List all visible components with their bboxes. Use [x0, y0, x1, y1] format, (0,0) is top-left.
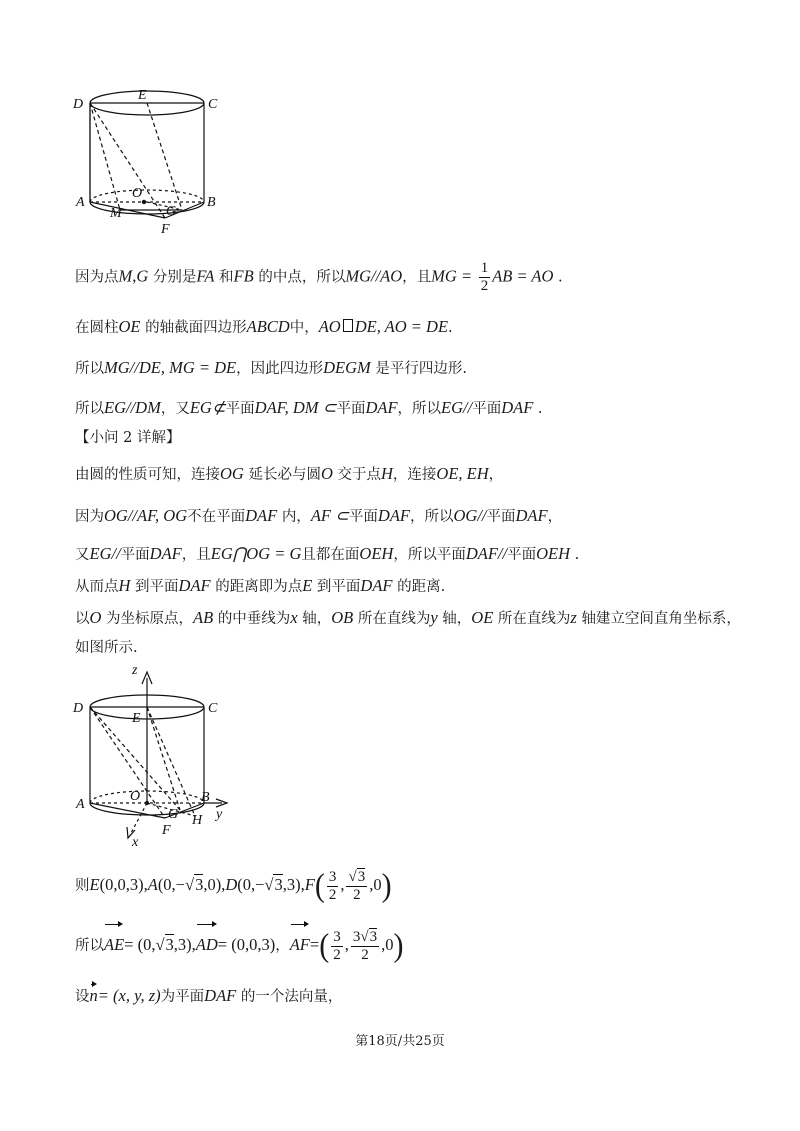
math: ABCD [246, 317, 290, 336]
text: 且都在面 [301, 547, 360, 563]
comma: , [344, 935, 349, 954]
math: = (0, [124, 935, 156, 954]
text: 由圆的性质可知，连接 [75, 467, 220, 483]
label-F: F [161, 222, 170, 237]
math: D [225, 875, 238, 894]
math: DAF [515, 506, 548, 525]
text: 平面 [225, 401, 255, 417]
text: 又 [75, 547, 90, 563]
text-line-8 [75, 543, 579, 566]
math: MG = [431, 266, 473, 286]
denominator: 2 [353, 886, 361, 903]
math: OG//AF, OG [104, 506, 188, 525]
text: 平面 [486, 509, 516, 525]
math: A [147, 875, 158, 894]
text: 在圆柱 [75, 320, 119, 336]
text: 不在平面 [187, 509, 246, 525]
math: (0,− [157, 875, 185, 894]
math: O [320, 464, 333, 483]
text-line-3 [75, 357, 467, 380]
right-paren: ) [393, 927, 404, 964]
math: DAF [365, 398, 398, 417]
text: 平面 [120, 547, 150, 563]
math: DAF [377, 506, 410, 525]
label-F: F [162, 823, 171, 838]
label-z: z [132, 663, 138, 678]
math: EG⊄ [189, 398, 226, 417]
math: OB [331, 608, 354, 627]
text: 所在直线为 [357, 611, 431, 627]
math: AF ⊂ [310, 506, 349, 525]
math: E [302, 576, 313, 595]
text: 的距离即为点 [215, 579, 303, 595]
label-B: B [201, 790, 210, 805]
label-x: x [132, 835, 139, 850]
math: y [430, 608, 438, 627]
math: , [132, 266, 137, 286]
text-line-7 [75, 505, 562, 528]
math: DAF [178, 576, 211, 595]
text: ，所以平面 [393, 547, 466, 563]
math: ,3), [173, 935, 196, 954]
math: MG//DE, MG = DE [104, 358, 237, 377]
text: ， [547, 509, 563, 525]
numerator [351, 929, 379, 947]
text: 则 [75, 878, 90, 894]
text: 内， [281, 509, 311, 525]
radicand: 3 [357, 868, 366, 885]
text: 轴， [302, 611, 332, 627]
math: 3 [274, 875, 283, 894]
math: ,0), [203, 875, 226, 894]
math: OE, EH [436, 464, 489, 483]
label-E: E [138, 88, 147, 103]
math: DAF [149, 544, 182, 563]
text: 轴建立空间直角坐标系， [581, 611, 741, 627]
right-paren: ) [381, 867, 392, 904]
numerator: 3 [333, 928, 341, 945]
text: ， [275, 938, 290, 954]
text-line-4 [75, 397, 543, 420]
math: DAF [204, 986, 237, 1005]
math: 3 [165, 935, 174, 954]
text: ，且 [402, 269, 432, 286]
text-line-6 [75, 463, 503, 486]
left-paren: ( [314, 867, 325, 904]
math: FA [196, 266, 215, 286]
left-paren: ( [319, 927, 330, 964]
math: OG// [453, 506, 487, 525]
text: 到平面 [316, 579, 361, 595]
label-D: D [73, 97, 84, 112]
math: OEH [359, 544, 394, 563]
page-footer: 第18页/共25页 [355, 1034, 445, 1049]
text: . [558, 269, 563, 286]
label-A: A [76, 797, 85, 812]
fraction [331, 929, 343, 964]
text: 所在直线为 [497, 611, 571, 627]
numerator [346, 869, 367, 887]
sqrt-sign: √ [348, 868, 357, 885]
text: 所以 [75, 361, 104, 377]
label-A: A [76, 195, 85, 210]
text: 轴， [442, 611, 472, 627]
math: EG// [89, 544, 121, 563]
text: 的距离. [397, 579, 446, 595]
math: ,3), [282, 875, 305, 894]
text: 是平行四边形. [375, 361, 467, 377]
math: DEGM [323, 358, 371, 377]
math: O [89, 608, 102, 627]
text: ，所以 [410, 509, 454, 525]
text: 的中垂线为 [217, 611, 291, 627]
math: OE [118, 317, 141, 336]
text: 为平面 [160, 989, 205, 1005]
math: = [309, 935, 320, 954]
text-line-10 [75, 607, 741, 630]
label-C: C [208, 701, 218, 716]
cylinder-diagram-1 [70, 85, 230, 245]
text-line-14 [75, 985, 342, 1008]
math: EG// [441, 398, 473, 417]
text: 设 [75, 989, 90, 1005]
math: ,0 [369, 875, 382, 894]
math: ,0 [381, 935, 394, 954]
text: 的中点，所以 [258, 269, 346, 286]
label-G: G [166, 204, 177, 219]
sqrt-sign: √ [264, 875, 274, 894]
text-line-2 [75, 316, 453, 339]
label-O: O [130, 789, 141, 804]
label-E: E [132, 711, 141, 726]
math: OG [220, 464, 244, 483]
numerator: 3 [328, 868, 337, 885]
label-D: D [73, 701, 84, 716]
math: z [570, 608, 577, 627]
label-M: M [110, 206, 122, 221]
text: 延长必与圆 [248, 467, 321, 483]
cylinder-diagram-2 [70, 660, 240, 850]
math: H [380, 464, 393, 483]
text: . [448, 320, 453, 336]
math: E [89, 875, 100, 894]
math: F [304, 875, 315, 894]
math: DAF [360, 576, 393, 595]
unknown-symbol-box [343, 319, 353, 332]
math: AB = AO [492, 266, 554, 286]
text: ，连接 [392, 467, 437, 483]
text: ， [488, 467, 504, 483]
math: M [118, 266, 133, 286]
math: FB [233, 266, 254, 286]
label-C: C [208, 97, 218, 112]
text: 因为 [75, 509, 104, 525]
coefficient-sqrt: 3√ [352, 928, 369, 945]
math: MG//AO [345, 266, 403, 286]
math: AB [193, 608, 214, 627]
text: 平面 [507, 547, 537, 563]
numerator: 1 [480, 260, 489, 276]
text: ，因此四边形 [236, 361, 324, 377]
vector-AD: AD [196, 925, 218, 965]
denominator: 2 [361, 946, 369, 963]
math: G [136, 266, 149, 286]
math: DE, AO = DE [354, 317, 449, 336]
comma: , [340, 875, 345, 894]
cylinder-figure-2 [70, 660, 240, 850]
math: (0,− [237, 875, 265, 894]
text: 中， [289, 320, 319, 336]
math: x [290, 608, 298, 627]
text: . [574, 547, 580, 563]
text: . [537, 401, 543, 417]
fraction [346, 869, 367, 904]
text: 如图所示. [75, 640, 138, 656]
text: 到平面 [135, 579, 179, 595]
text: 交于点 [337, 467, 381, 483]
math: (0,0,3), [99, 875, 148, 894]
math: EG//DM [104, 398, 161, 417]
math: DAF, DM ⊂ [254, 398, 337, 417]
label-G: G [168, 807, 179, 822]
text-line-11 [75, 637, 138, 659]
fraction-one-half [479, 260, 491, 295]
text: ，且 [181, 547, 211, 563]
math: DAF [245, 506, 278, 525]
label-H: H [192, 813, 203, 828]
label-B: B [207, 195, 216, 210]
vector-n: n [89, 986, 98, 1005]
sqrt-sign: √ [185, 875, 195, 894]
sqrt-sign: √ [155, 935, 165, 954]
math: 3 [195, 875, 204, 894]
text: 从而点 [75, 579, 119, 595]
math: OE [471, 608, 494, 627]
math: = (x, y, z) [97, 986, 161, 1005]
label-y: y [216, 807, 223, 822]
text: 所以 [75, 938, 104, 954]
math: DAF [501, 398, 534, 417]
math: AO [318, 317, 341, 336]
math: = (0,0,3) [217, 935, 276, 954]
text: 平面 [472, 401, 502, 417]
text-line-9 [75, 575, 445, 598]
text: 以 [75, 611, 90, 627]
text: 分别是 [152, 269, 197, 286]
text-line-13 [75, 925, 403, 966]
denominator: 2 [480, 278, 489, 294]
math: OEH [536, 544, 571, 563]
denominator: 2 [328, 886, 337, 903]
denominator: 2 [333, 946, 341, 963]
label-O: O [132, 186, 143, 201]
fraction [327, 869, 339, 904]
text: 因为点 [75, 269, 119, 286]
fraction [351, 929, 379, 964]
cylinder-figure-1 [70, 85, 230, 245]
section-heading [75, 427, 180, 449]
text: ，又 [160, 401, 190, 417]
text: 的轴截面四边形 [145, 320, 247, 336]
text: 【小问 2 详解】 [75, 430, 181, 446]
text: 所以 [75, 401, 104, 417]
radicand: 3 [369, 928, 378, 945]
text: 和 [219, 269, 234, 286]
math: H [118, 576, 131, 595]
vector-AF: AF [290, 925, 310, 965]
text-line-12 [75, 865, 392, 906]
text: 平面 [348, 509, 378, 525]
vector-AE: AE [104, 925, 124, 965]
text: 的一个法向量， [240, 989, 343, 1005]
text: 平面 [336, 401, 366, 417]
text: ，所以 [397, 401, 442, 417]
math: EG⋂OG = G [210, 544, 302, 563]
text-line-1 [75, 260, 563, 295]
text: 为坐标原点， [106, 611, 194, 627]
math: DAF// [465, 544, 508, 563]
